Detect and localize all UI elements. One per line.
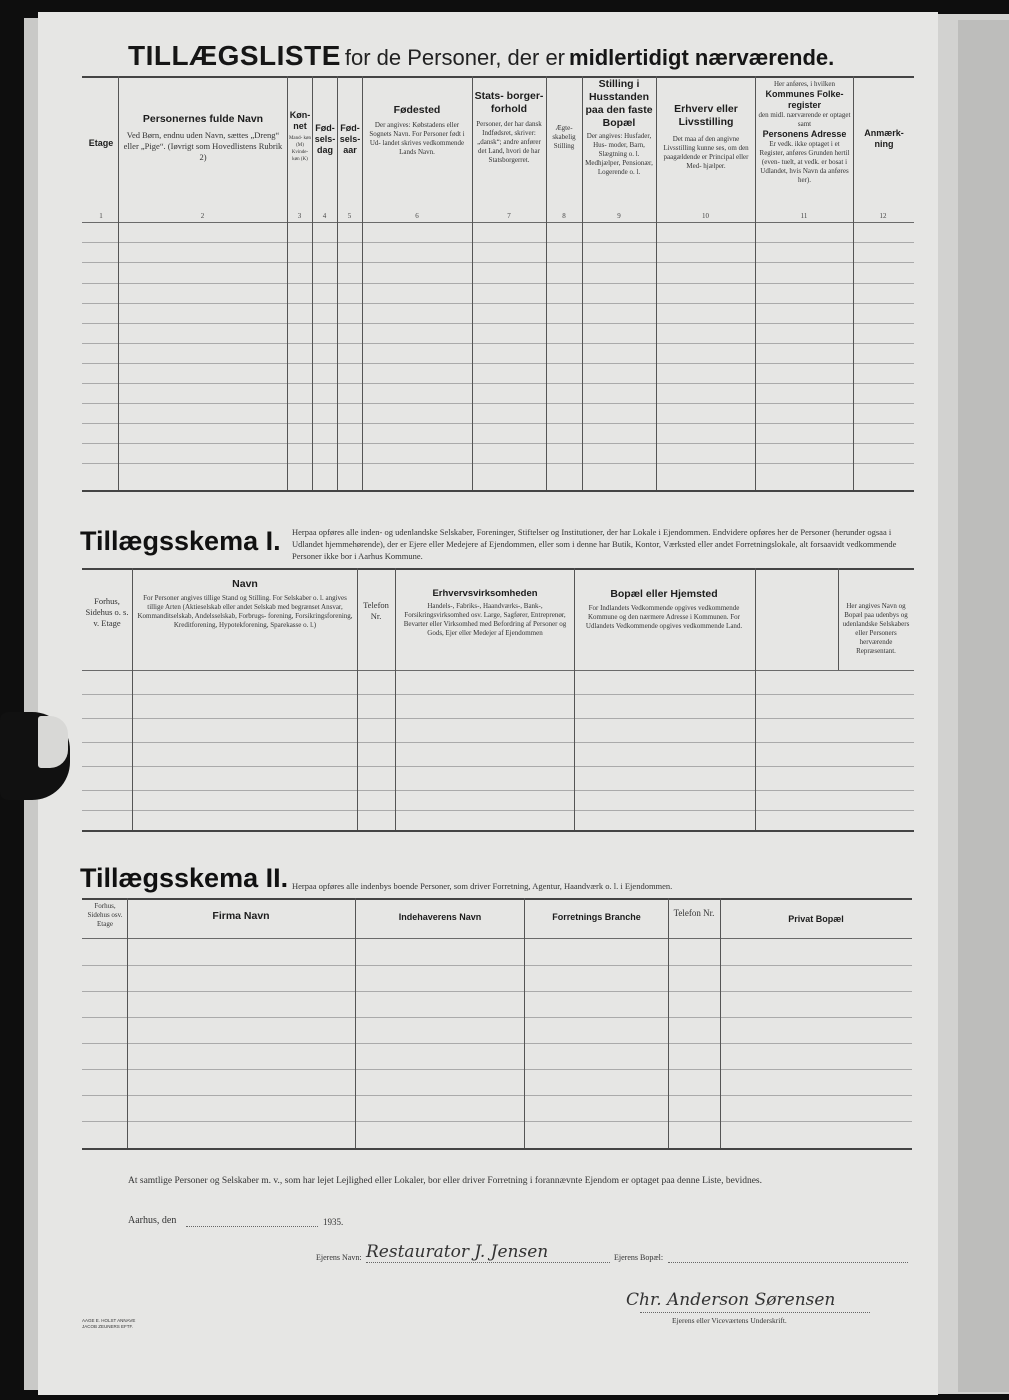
- skema1-col-telefon: Telefon Nr.: [363, 600, 389, 621]
- skema1-col-erhvervsvirksomheden: Erhvervsvirksomheden Handels-, Fabriks-, Haandværks-, Bank-, Forsikringsvirksomhed osv. Large, Sagfører, Entreprenør, Bevarter eller Virksomhed med Befordring af Personer og Gods, Ejer eller Medejer af Ejendommen: [403, 588, 567, 637]
- col-etage: Etage: [88, 138, 114, 148]
- owner-name-handwriting: Restaurator J. Jensen: [366, 1242, 549, 1262]
- skema2-col-etage: Forhus, Sidehus osv. Etage: [87, 902, 123, 928]
- signature-line: [640, 1312, 870, 1313]
- col-koennet: Køn- net Mand- køn (M) Kvinde- køn (K): [288, 110, 312, 162]
- skema2-col-telefon: Telefon Nr.: [673, 908, 715, 918]
- year: 1935.: [323, 1217, 344, 1227]
- owner-name-line: [366, 1262, 610, 1263]
- colnum-7: 7: [507, 212, 511, 220]
- col-folkeregister: Her anføres, i hvilken Kommunes Folke- register den midl. nærværende er optaget samt Personens Adresse Er vedk. ikke optaget i et Register, anføres Grunden hertil (even- tuelt, at vedk. er bosat i Udlandet, hvis Navn da anføres her).: [758, 80, 851, 184]
- colnum-11: 11: [800, 212, 808, 220]
- colnum-4: 4: [322, 212, 327, 220]
- col-foedselsaar: Fød- sels- aar: [339, 123, 361, 155]
- owner-address-line: [668, 1262, 908, 1263]
- colnum-5: 5: [347, 212, 352, 220]
- skema2-col-indehaver: Indehaverens Navn: [398, 912, 482, 922]
- col-aegteskabelig: Ægte- skabelig Stilling: [552, 124, 576, 150]
- skema2-col-privat-bopael: Privat Bopæl: [788, 914, 844, 924]
- signature-label: Ejerens eller Viceværtens Underskrift.: [672, 1316, 787, 1325]
- skema1-col-navn: Navn For Personer angives tillige Stand og Stilling. For Selskaber o. l. angives tillige Arten (Aktieselskab eller andet Selskab med begrænset Ansvar, Kommanditselskab, Andelsselskab, Forbrugs- forening, Forsikringsforening, Kreditforening, Hypotekforening, Sparekasse o. l.): [137, 578, 353, 629]
- colnum-10: 10: [702, 212, 709, 220]
- skema1-col-bopael: Bopæl eller Hjemsted For Indlandets Vedkommende opgives vedkommende Kommune og den nærmere Adresse i Kommunen. For Udlandets Vedkommende opgives vedkommende Land.: [585, 588, 743, 630]
- colnum-9: 9: [617, 212, 621, 220]
- col-anmaerkning: Anmærk- ning: [864, 128, 904, 149]
- skema1-col-repraesentant: Her angives Navn og Bopæl paa udenbys og udenlandske Selskabers eller Personers herværende Repræsentant.: [842, 602, 910, 655]
- date-line: [186, 1226, 318, 1227]
- skema2-col-firma: Firma Navn: [212, 910, 270, 922]
- skema1-note: Herpaa opføres alle inden- og udenlandske Selskaber, Foreninger, Stiftelser og Institutioner, der har Lokale i Ejendommen. Endvidere opføres her de Personer (herunder ogsaa i Udlandet hjemmehørende), der er Ejere eller Medejere af Ejendommen, eller som i denne har Butik, Kontor, Værksted eller andet Forretningslokale, alt forsaavidt vedkommende Personer ikke bor i Aarhus Kommune.: [292, 527, 897, 561]
- skema2-title: Tillægsskema II.: [80, 863, 289, 893]
- col-stilling-husstanden: Stilling i Husstanden paa den faste Bopæl Der angives: Husfader, Hus- moder, Barn, Slægtning o. l. Medhjælper, Pensionær, Logerende o. l.: [585, 78, 653, 176]
- skema1-title: Tillægsskema I.: [80, 526, 281, 556]
- col-foedselsdag: Fød- sels- dag: [314, 123, 336, 155]
- colnum-6: 6: [415, 212, 419, 220]
- skema2-note: Herpaa opføres alle indenbys boende Personer, som driver Forretning, Agentur, Haandværk o. l. i Ejendommen.: [292, 881, 673, 891]
- colnum-1: 1: [99, 212, 103, 220]
- colnum-12: 12: [879, 212, 887, 220]
- title-part1: for de Personer, der er: [344, 45, 566, 70]
- thumb-nail: [38, 716, 68, 768]
- col-foedested: Fødested Der angives: Købstadens eller Sognets Navn. For Personer født i Ud- landet skrives vedkommende Lands Navn.: [369, 104, 465, 156]
- printer-imprint: AAGE E. HOLST ANNAVE JACOB ZEUNERS EFTF.: [82, 1318, 136, 1329]
- colnum-3: 3: [297, 212, 302, 220]
- signature-handwriting: Chr. Anderson Sørensen: [626, 1290, 836, 1310]
- owner-name-label: Ejerens Navn:: [316, 1253, 362, 1262]
- form-title: [128, 40, 834, 72]
- date-label: Aarhus, den: [128, 1215, 177, 1226]
- col-fulde-navn: Personernes fulde Navn Ved Børn, endnu uden Navn, sættes „Dreng“ eller „Pige“. (Iøvrigt som Hovedlistens Rubrik 2): [123, 113, 283, 162]
- title-part2: midlertidigt nærværende.: [569, 45, 835, 70]
- owner-address-label: Ejerens Bopæl:: [614, 1253, 664, 1262]
- declaration: At samtlige Personer og Selskaber m. v., som har lejet Lejlighed eller Lokaler, bor eller driver Forretning i forannævnte Ejendom er optaget paa denne Liste, bevidnes.: [128, 1176, 762, 1186]
- colnum-2: 2: [200, 212, 205, 220]
- col-erhverv: Erhverv eller Livsstilling Det maa af den angivne Livsstilling kunne ses, om den paagældende er Principal eller Med- hjælper.: [663, 103, 749, 170]
- adjacent-page-edge: [958, 20, 1009, 1392]
- colnum-8: 8: [562, 212, 566, 220]
- skema1-col-etage: Forhus, Sidehus o. s. v. Etage: [85, 596, 129, 628]
- col-statsborgerforhold: Stats- borger- forhold Personer, der har dansk Indfødsret, skriver: „dansk“; andre anfører det Land, hvori de har Statsborgerret.: [474, 90, 544, 164]
- title-main: TILLÆGSLISTE: [128, 40, 341, 71]
- skema2-col-branche: Forretnings Branche: [552, 912, 641, 922]
